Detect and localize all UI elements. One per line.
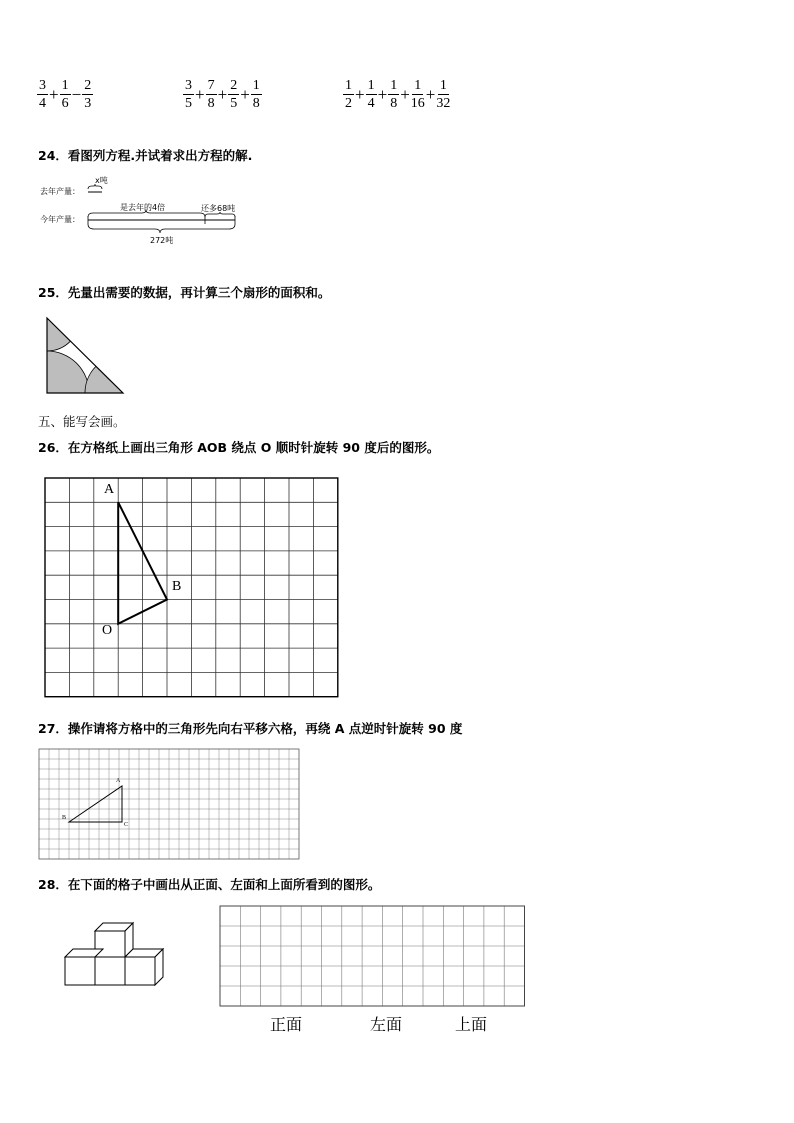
question-28: 28．在下面的格子中画出从正面、左面和上面所看到的图形。: [38, 877, 381, 892]
denominator: 5: [185, 96, 192, 111]
top-view-label: 上面: [455, 1015, 488, 1034]
operator: +: [355, 84, 365, 104]
denominator: 2: [345, 96, 352, 111]
numerator: 1: [390, 78, 398, 93]
numerator: 1: [414, 78, 422, 93]
point-c-27-label: C: [124, 822, 129, 828]
point-o-label: O: [102, 623, 113, 638]
point-b-27-label: B: [62, 815, 67, 821]
numerator: 7: [207, 78, 215, 93]
left-view-label: 左面: [370, 1015, 403, 1034]
numerator: 2: [230, 78, 238, 93]
numerator: 1: [61, 78, 69, 93]
operator: +: [195, 84, 205, 104]
denominator: 4: [39, 96, 46, 111]
denominator: 4: [367, 96, 375, 111]
question-25: 25．先量出需要的数据，再计算三个扇形的面积和。: [38, 285, 331, 300]
denominator: 16: [410, 96, 425, 111]
numerator: 2: [84, 78, 92, 93]
point-b-label: B: [172, 579, 182, 594]
denominator: 8: [390, 96, 398, 111]
grid-28-lines: [220, 906, 525, 1006]
operator: +: [49, 84, 59, 104]
operator: +: [217, 84, 228, 104]
operator: +: [240, 84, 250, 104]
numerator: 1: [252, 78, 260, 93]
operator: +: [425, 84, 436, 104]
times-label: 是去年的4倍: [120, 203, 166, 212]
question-26: 26．在方格纸上画出三角形 AOB 绕点 O 顺时针旋转 90 度后的图形。: [38, 440, 440, 455]
question-24: 24．看图列方程.并试着求出方程的解.: [38, 148, 253, 163]
last-year-label: 去年产量：: [40, 187, 80, 196]
numerator: 3: [39, 78, 46, 93]
section-5-heading: 五、能写会画。: [38, 414, 126, 429]
front-view-label: 正面: [270, 1015, 303, 1034]
numerator: 3: [185, 78, 192, 93]
denominator: 6: [61, 96, 69, 111]
numerator: 1: [439, 78, 447, 93]
point-a-27-label: A: [116, 778, 121, 784]
denominator: 5: [230, 96, 238, 111]
more-label: 还多68吨: [201, 204, 236, 213]
operator: +: [400, 84, 410, 104]
numerator: 1: [367, 78, 375, 93]
denominator: 8: [252, 96, 260, 111]
denominator: 32: [436, 96, 451, 111]
operator: +: [377, 84, 388, 104]
grid-28-border: [220, 906, 525, 1006]
denominator: 3: [84, 96, 92, 111]
x-label: x吨: [95, 176, 108, 185]
question-27: 27．操作请将方格中的三角形先向右平移六格，再绕 A 点逆时针旋转 90 度: [38, 721, 463, 736]
this-year-label: 今年产量：: [40, 215, 80, 224]
total-label: 272吨: [150, 236, 174, 245]
operator: −: [71, 84, 82, 104]
point-a-label: A: [104, 482, 115, 497]
denominator: 8: [207, 96, 215, 111]
numerator: 1: [345, 78, 352, 93]
